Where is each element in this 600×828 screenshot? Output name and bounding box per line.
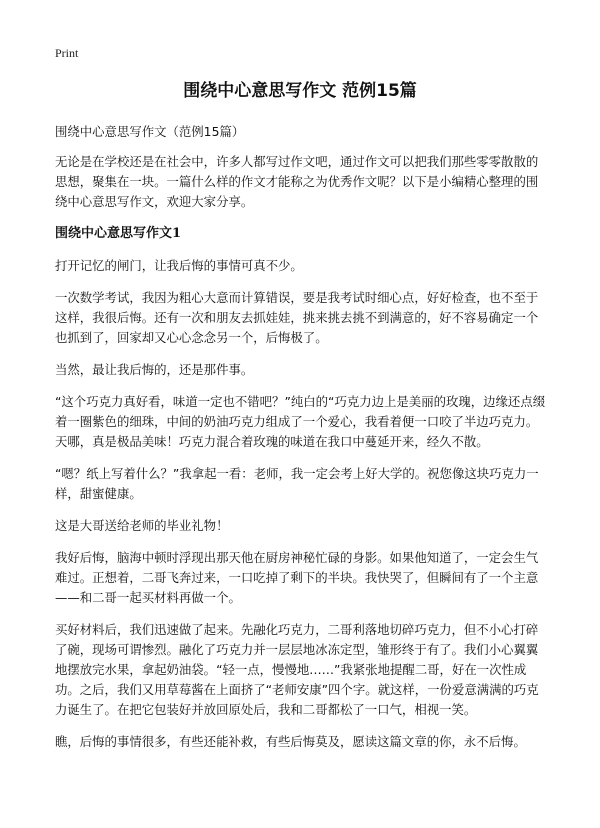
page-title: 围绕中心意思写作文 范例15篇 — [183, 81, 417, 101]
body-paragraph: 当然，最让我后悔的，还是那件事。 — [55, 362, 254, 377]
section-heading: 围绕中心意思写作文1 — [55, 226, 182, 241]
body-paragraph: 这是大哥送给老师的毕业礼物！ — [55, 518, 229, 533]
article-subtitle: 围绕中心意思写作文（范例15篇） — [55, 124, 245, 139]
intro-paragraph: 无论是在学校还是在社会中，许多人都写过作文吧，通过作文可以把我们那些零零散散的思想，聚集在一块。一篇什么样的作文才能称之为优秀作文呢？以下是小编精心整理的围绕中心意思写作文，欢迎大家分享。 — [55, 154, 539, 209]
body-paragraph: 一次数学考试，我因为粗心大意而计算错误，要是我考试时细心点，好好检查，也不至于这样，我很后悔。还有一次和朋友去抓娃娃，挑来挑去挑不到满意的，好不容易确定一个也抓到了，回家却又心心念念另一个，后悔极了。 — [55, 290, 539, 345]
body-paragraph: 瞧，后悔的事情很多，有些还能补救，有些后悔莫及，愿读这篇文章的你，永不后悔。 — [55, 734, 526, 749]
print-link[interactable]: Print — [55, 46, 79, 60]
body-paragraph: “这个巧克力真好看，味道一定也不错吧？”纯白的“巧克力边上是美丽的玫瑰，边缘还点缀着一圈紫色的细珠，中间的奶油巧克力组成了一个爱心，我看着便一口咬了半边巧克力。天哪，真是极品美味！巧克力混合着玫瑰的味道在我口中蔓延开来，经久不散。 — [55, 394, 546, 449]
body-paragraph: “嗯？纸上写着什么？”我拿起一看：老师，我一定会考上好大学的。祝您像这块巧克力一样，甜蜜健康。 — [55, 466, 539, 501]
body-paragraph: 买好材料后，我们迅速做了起来。先融化巧克力，二哥利落地切碎巧克力，但不小心打碎了碗，现场可谓惨烈。融化了巧克力并一层层地冰冻定型，雏形终于有了。我们小心翼翼地摆放完水果，拿起奶油袋。“轻一点，慢慢地……”我紧张地提醒二哥，好在一次性成功。之后，我们又用草莓酱在上面挤了“老师安康”四个字。就这样，一份爱意满满的巧克力诞生了。在把它包装好并放回原处后，我和二哥都松了一口气，相视一笑。 — [55, 622, 539, 717]
body-paragraph: 打开记忆的闸门，让我后悔的事情可真不少。 — [55, 258, 303, 273]
article-body — [55, 122, 547, 764]
body-paragraph: 我好后悔，脑海中顿时浮现出那天他在厨房神秘忙碌的身影。如果他知道了，一定会生气难过。正想着，二哥飞奔过来，一口吃掉了剩下的半块。我快哭了，但瞬间有了一个主意——和二哥一起买材料再做一个。 — [55, 550, 539, 605]
